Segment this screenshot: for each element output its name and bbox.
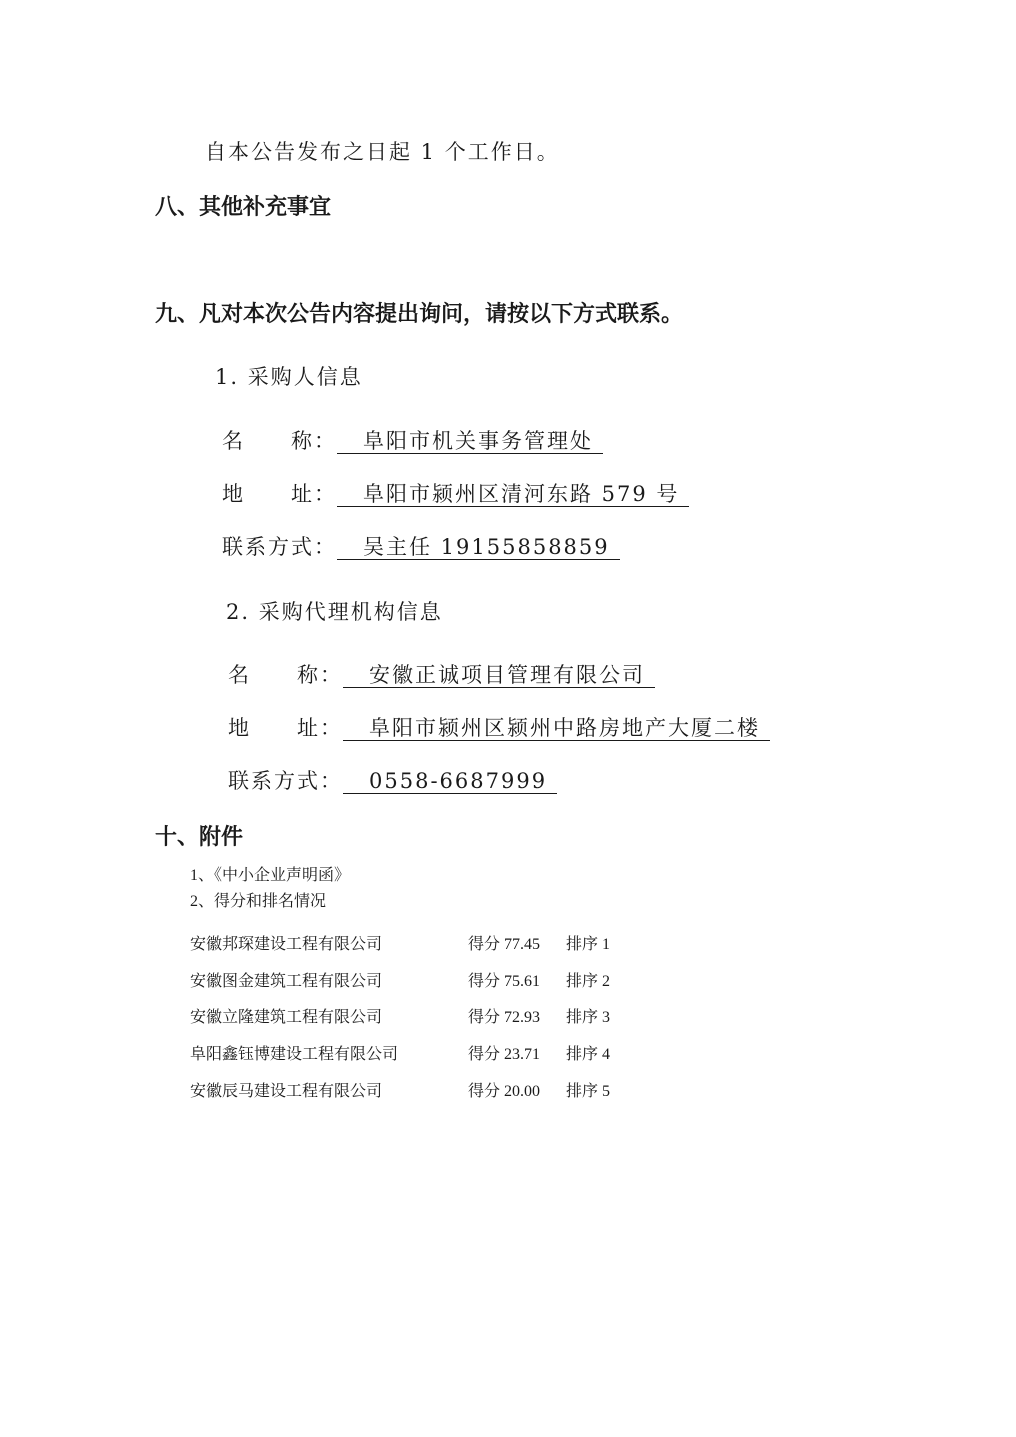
purchaser-name-label: 名 称：	[222, 429, 337, 453]
score-cell: 得分 72.93	[468, 1009, 541, 1027]
agency-contact-label: 联系方式：	[228, 769, 343, 793]
rank-cell: 排序 5	[566, 1083, 611, 1101]
agency-name-row	[228, 659, 655, 689]
table-row	[190, 998, 610, 1035]
purchaser-contact-row	[222, 531, 620, 561]
purchaser-name-row	[222, 425, 603, 455]
table-row	[190, 961, 610, 998]
purchaser-address-label: 地 址：	[222, 482, 337, 506]
intro-line: 自本公告发布之日起 1 个工作日。	[205, 140, 560, 164]
section-9-title: 九、凡对本次公告内容提出询问，请按以下方式联系。	[155, 302, 684, 327]
ranking-table	[190, 924, 610, 1108]
purchaser-contact-value: 吴主任 19155858859	[337, 535, 620, 560]
agency-address-row	[228, 712, 770, 742]
section-8-title: 八、其他补充事宜	[155, 195, 332, 220]
agency-contact-value: 0558-6687999	[343, 769, 557, 794]
score-cell: 得分 23.71	[468, 1046, 541, 1064]
rank-cell: 排序 2	[566, 972, 611, 990]
company-cell: 安徽辰马建设工程有限公司	[190, 1083, 383, 1101]
score-cell: 得分 75.61	[468, 972, 541, 990]
purchaser-heading: 1. 采购人信息	[215, 365, 363, 389]
agency-name-value: 安徽正诚项目管理有限公司	[343, 663, 655, 688]
table-row	[190, 924, 610, 961]
table-row	[190, 1071, 610, 1108]
purchaser-address-row	[222, 478, 689, 508]
purchaser-address-value: 阜阳市颍州区清河东路 579 号	[337, 482, 689, 507]
agency-heading: 2. 采购代理机构信息	[226, 600, 443, 624]
score-cell: 得分 77.45	[468, 935, 541, 953]
rank-cell: 排序 3	[566, 1009, 611, 1027]
agency-address-value: 阜阳市颍州区颍州中路房地产大厦二楼	[343, 716, 770, 741]
rank-cell: 排序 4	[566, 1046, 611, 1064]
company-cell: 安徽立隆建筑工程有限公司	[190, 1009, 383, 1027]
company-cell: 阜阳鑫钰博建设工程有限公司	[190, 1046, 399, 1064]
company-cell: 安徽图金建筑工程有限公司	[190, 972, 383, 990]
score-cell: 得分 20.00	[468, 1083, 541, 1101]
rank-cell: 排序 1	[566, 935, 611, 953]
table-row	[190, 1034, 610, 1071]
purchaser-name-value: 阜阳市机关事务管理处	[337, 429, 603, 454]
agency-address-label: 地 址：	[228, 716, 343, 740]
purchaser-contact-label: 联系方式：	[222, 535, 337, 559]
agency-contact-row	[228, 765, 557, 795]
attachment-item: 1、《中小企业声明函》	[190, 867, 351, 884]
company-cell: 安徽邦琛建设工程有限公司	[190, 935, 383, 953]
section-10-title: 十、附件	[155, 825, 244, 850]
attachment-item: 2、得分和排名情况	[190, 893, 327, 910]
agency-name-label: 名 称：	[228, 663, 343, 687]
